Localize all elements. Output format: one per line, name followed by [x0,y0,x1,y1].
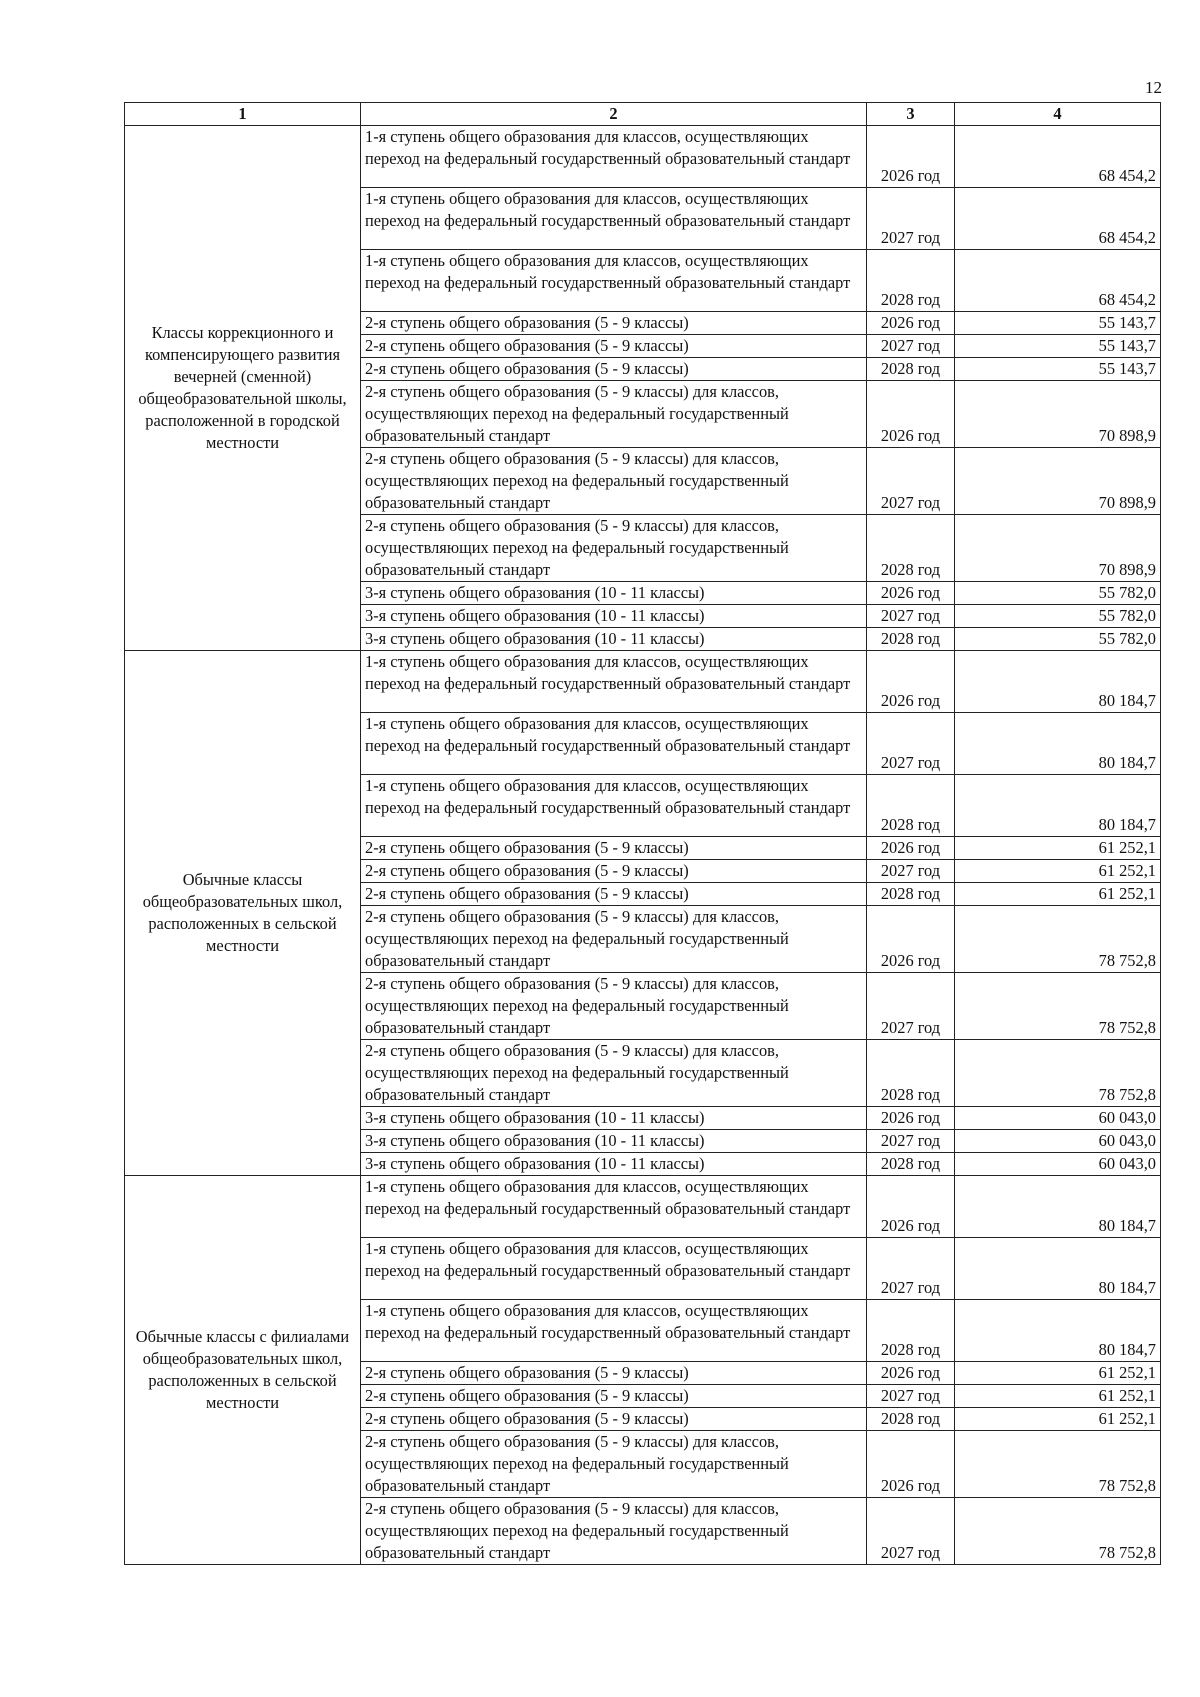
amount-cell: 60 043,0 [955,1153,1161,1176]
amount-cell: 78 752,8 [955,973,1161,1040]
column-header-4: 4 [955,103,1161,126]
description-cell: 2-я ступень общего образования (5 - 9 классы) [361,1362,867,1385]
description-cell: 2-я ступень общего образования (5 - 9 классы) для классов, осуществляющих переход на федеральный государственный образовательный стандарт [361,381,867,448]
description-cell: 1-я ступень общего образования для классов, осуществляющих переход на федеральный государственный образовательный стандарт [361,1238,867,1300]
table-body [125,126,1161,1565]
description-cell: 3-я ступень общего образования (10 - 11 классы) [361,1130,867,1153]
year-cell: 2027 год [867,448,955,515]
amount-cell: 55 782,0 [955,605,1161,628]
amount-cell: 55 143,7 [955,312,1161,335]
year-cell: 2026 год [867,1176,955,1238]
year-cell: 2028 год [867,1153,955,1176]
description-cell: 1-я ступень общего образования для классов, осуществляющих переход на федеральный государственный образовательный стандарт [361,1300,867,1362]
description-cell: 1-я ступень общего образования для классов, осуществляющих переход на федеральный государственный образовательный стандарт [361,651,867,713]
amount-cell: 55 143,7 [955,358,1161,381]
amount-cell: 60 043,0 [955,1107,1161,1130]
description-cell: 3-я ступень общего образования (10 - 11 классы) [361,628,867,651]
amount-cell: 80 184,7 [955,775,1161,837]
description-cell: 1-я ступень общего образования для классов, осуществляющих переход на федеральный государственный образовательный стандарт [361,188,867,250]
description-cell: 2-я ступень общего образования (5 - 9 классы) для классов, осуществляющих переход на федеральный государственный образовательный стандарт [361,1498,867,1565]
description-cell: 2-я ступень общего образования (5 - 9 классы) для классов, осуществляющих переход на федеральный государственный образовательный стандарт [361,448,867,515]
description-cell: 2-я ступень общего образования (5 - 9 классы) для классов, осуществляющих переход на федеральный государственный образовательный стандарт [361,515,867,582]
amount-cell: 78 752,8 [955,1431,1161,1498]
year-cell: 2028 год [867,883,955,906]
description-cell: 3-я ступень общего образования (10 - 11 классы) [361,582,867,605]
description-cell: 2-я ступень общего образования (5 - 9 классы) [361,837,867,860]
year-cell: 2026 год [867,906,955,973]
amount-cell: 80 184,7 [955,1176,1161,1238]
year-cell: 2028 год [867,628,955,651]
year-cell: 2026 год [867,837,955,860]
year-cell: 2026 год [867,1107,955,1130]
amount-cell: 78 752,8 [955,906,1161,973]
year-cell: 2028 год [867,1408,955,1431]
year-cell: 2027 год [867,1498,955,1565]
amount-cell: 70 898,9 [955,381,1161,448]
year-cell: 2026 год [867,1362,955,1385]
amount-cell: 80 184,7 [955,1300,1161,1362]
description-cell: 2-я ступень общего образования (5 - 9 классы) [361,1408,867,1431]
amount-cell: 60 043,0 [955,1130,1161,1153]
amount-cell: 61 252,1 [955,1408,1161,1431]
year-cell: 2026 год [867,312,955,335]
column-header-3: 3 [867,103,955,126]
table-row [125,651,1161,713]
description-cell: 2-я ступень общего образования (5 - 9 классы) [361,1385,867,1408]
amount-cell: 61 252,1 [955,1385,1161,1408]
year-cell: 2028 год [867,1300,955,1362]
amount-cell: 68 454,2 [955,250,1161,312]
amount-cell: 55 782,0 [955,582,1161,605]
description-cell: 3-я ступень общего образования (10 - 11 классы) [361,1153,867,1176]
amount-cell: 70 898,9 [955,448,1161,515]
year-cell: 2026 год [867,381,955,448]
category-cell: Обычные классы общеобразовательных школ, расположенных в сельской местности [125,651,361,1176]
year-cell: 2026 год [867,126,955,188]
table-row [125,126,1161,188]
amount-cell: 80 184,7 [955,651,1161,713]
description-cell: 2-я ступень общего образования (5 - 9 классы) [361,883,867,906]
amount-cell: 68 454,2 [955,126,1161,188]
description-cell: 1-я ступень общего образования для классов, осуществляющих переход на федеральный государственный образовательный стандарт [361,250,867,312]
year-cell: 2028 год [867,1040,955,1107]
year-cell: 2026 год [867,582,955,605]
page-number: 12 [1145,78,1162,97]
year-cell: 2027 год [867,860,955,883]
year-cell: 2027 год [867,335,955,358]
description-cell: 2-я ступень общего образования (5 - 9 классы) [361,860,867,883]
year-cell: 2027 год [867,605,955,628]
year-cell: 2028 год [867,775,955,837]
description-cell: 1-я ступень общего образования для классов, осуществляющих переход на федеральный государственный образовательный стандарт [361,1176,867,1238]
description-cell: 2-я ступень общего образования (5 - 9 классы) для классов, осуществляющих переход на федеральный государственный образовательный стандарт [361,906,867,973]
column-header-1: 1 [125,103,361,126]
category-cell: Классы коррекционного и компенсирующего развития вечерней (сменной) общеобразовательной школы, расположенной в городской местности [125,126,361,651]
year-cell: 2026 год [867,651,955,713]
year-cell: 2027 год [867,973,955,1040]
amount-cell: 55 782,0 [955,628,1161,651]
year-cell: 2028 год [867,250,955,312]
amount-cell: 68 454,2 [955,188,1161,250]
amount-cell: 61 252,1 [955,883,1161,906]
amount-cell: 61 252,1 [955,860,1161,883]
amount-cell: 78 752,8 [955,1498,1161,1565]
description-cell: 3-я ступень общего образования (10 - 11 классы) [361,605,867,628]
description-cell: 2-я ступень общего образования (5 - 9 классы) для классов, осуществляющих переход на федеральный государственный образовательный стандарт [361,973,867,1040]
description-cell: 1-я ступень общего образования для классов, осуществляющих переход на федеральный государственный образовательный стандарт [361,713,867,775]
amount-cell: 61 252,1 [955,1362,1161,1385]
year-cell: 2028 год [867,515,955,582]
year-cell: 2027 год [867,1130,955,1153]
header-row [125,103,1161,126]
year-cell: 2027 год [867,713,955,775]
year-cell: 2026 год [867,1431,955,1498]
year-cell: 2027 год [867,1385,955,1408]
table-header [125,103,1161,126]
description-cell: 2-я ступень общего образования (5 - 9 классы) [361,312,867,335]
description-cell: 2-я ступень общего образования (5 - 9 классы) для классов, осуществляющих переход на федеральный государственный образовательный стандарт [361,1040,867,1107]
description-cell: 2-я ступень общего образования (5 - 9 классы) [361,358,867,381]
financing-table [124,102,1161,1565]
year-cell: 2027 год [867,188,955,250]
year-cell: 2027 год [867,1238,955,1300]
amount-cell: 70 898,9 [955,515,1161,582]
column-header-2: 2 [361,103,867,126]
table-row [125,1176,1161,1238]
amount-cell: 80 184,7 [955,1238,1161,1300]
amount-cell: 78 752,8 [955,1040,1161,1107]
description-cell: 3-я ступень общего образования (10 - 11 классы) [361,1107,867,1130]
amount-cell: 55 143,7 [955,335,1161,358]
description-cell: 1-я ступень общего образования для классов, осуществляющих переход на федеральный государственный образовательный стандарт [361,126,867,188]
amount-cell: 61 252,1 [955,837,1161,860]
description-cell: 2-я ступень общего образования (5 - 9 классы) для классов, осуществляющих переход на федеральный государственный образовательный стандарт [361,1431,867,1498]
description-cell: 1-я ступень общего образования для классов, осуществляющих переход на федеральный государственный образовательный стандарт [361,775,867,837]
year-cell: 2028 год [867,358,955,381]
category-cell: Обычные классы с филиалами общеобразовательных школ, расположенных в сельской местности [125,1176,361,1565]
description-cell: 2-я ступень общего образования (5 - 9 классы) [361,335,867,358]
amount-cell: 80 184,7 [955,713,1161,775]
